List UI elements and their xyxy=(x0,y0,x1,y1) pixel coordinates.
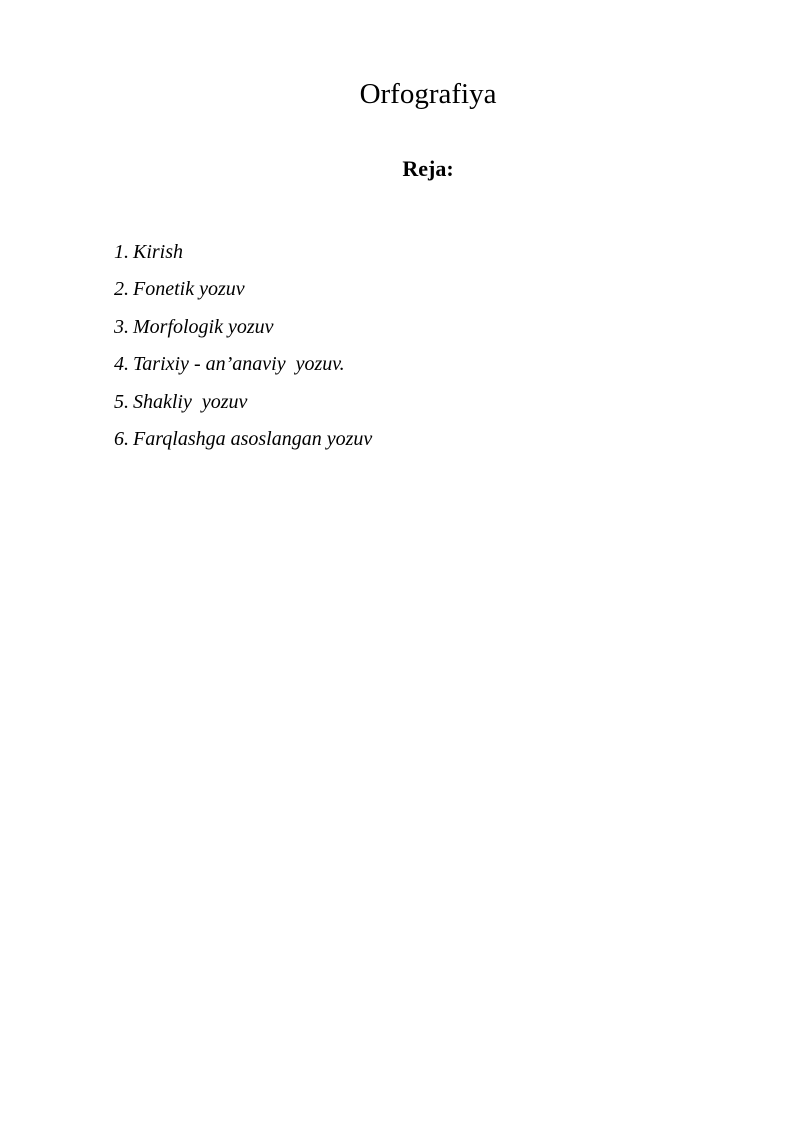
plan-item-text: Shakliy yozuv xyxy=(133,390,248,413)
plan-item-number: 5. xyxy=(114,390,129,413)
plan-item-number: 6. xyxy=(114,428,129,451)
plan-item xyxy=(114,346,372,383)
plan-item-text: Morfologik yozuv xyxy=(133,315,274,338)
plan-item-text: Tarixiy - an’anaviy yozuv. xyxy=(133,353,345,376)
plan-item-text: Kirish xyxy=(133,241,184,263)
plan-item xyxy=(114,384,372,421)
plan-item-number: 1. xyxy=(114,241,129,263)
plan-item-number: 3. xyxy=(114,315,129,338)
plan-item-text: Fonetik yozuv xyxy=(133,278,245,301)
plan-item-number: 4. xyxy=(114,353,129,376)
plan-item xyxy=(114,234,372,271)
plan-item-text: Farqlashga asoslangan yozuv xyxy=(133,428,373,451)
plan-heading: Reja: xyxy=(402,156,454,181)
plan-item xyxy=(114,271,372,308)
plan-item xyxy=(114,309,372,346)
plan-item-number: 2. xyxy=(114,278,129,301)
plan-list xyxy=(114,234,372,458)
document-title: Orfografiya xyxy=(359,78,497,110)
plan-item xyxy=(114,421,372,458)
